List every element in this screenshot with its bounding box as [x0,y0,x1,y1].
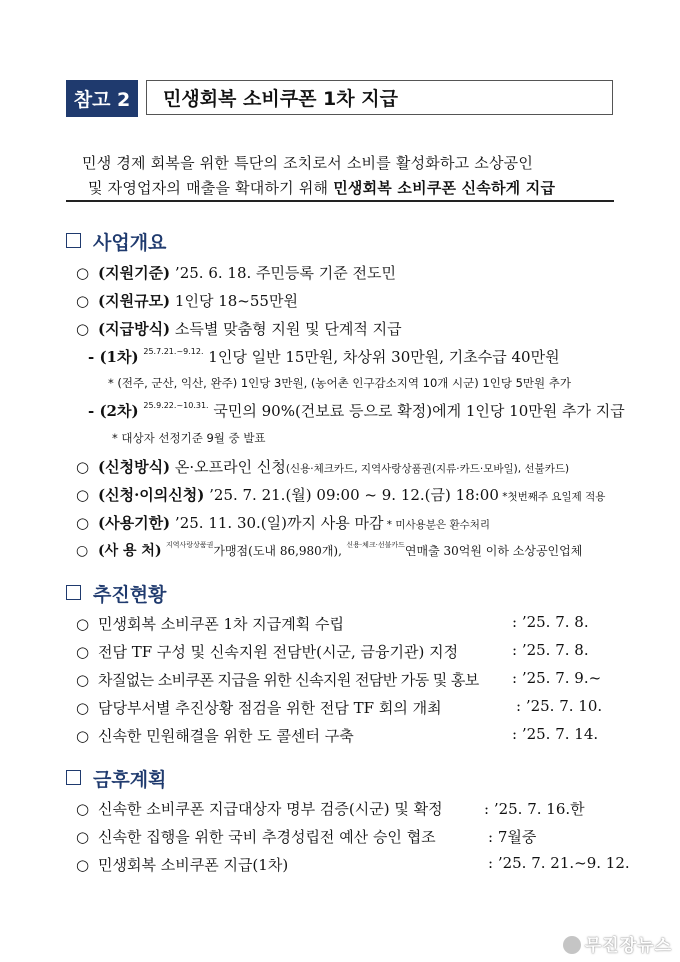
item-small-text: *첫번째주 요일제 적용 [498,491,606,503]
progress-item [76,669,479,690]
circle-bullet-icon: ○ [76,320,90,338]
sub-text: 1인당 일반 15만원, 차상위 30만원, 기초수급 40만원 [208,348,560,366]
sub-date: 25.9.22.~10.31. [143,401,209,410]
circle-bullet-icon: ○ [76,514,90,532]
overview-item-scale [76,290,298,311]
item-label: (지급방식) [98,320,171,338]
plan-item-date: : 7월중 [488,828,537,846]
intro-line-2-bold: 민생회복 소비쿠폰 신속하게 지급 [333,179,556,197]
place-text-1: 가맹점(도내 86,980개), [213,544,342,558]
item-text: 온·오프라인 신청 [170,458,286,476]
circle-bullet-icon: ○ [76,264,90,282]
item-text: 민생회복 소비쿠폰 지급(1차) [98,856,289,874]
intro-divider [66,200,614,202]
reference-tag: 참고 2 [66,80,138,117]
circle-bullet-icon: ○ [76,699,90,717]
progress-item [76,641,458,662]
overview-item-criteria [76,262,396,283]
overview-item-usage [76,512,490,533]
item-label: (신청·이의신청) [98,486,205,504]
circle-bullet-icon: ○ [76,486,90,504]
section-plan-title: 금후계획 [93,769,167,791]
place-text-2: 연매출 30억원 이하 소상공인업체 [404,544,583,558]
circle-bullet-icon: ○ [76,543,89,559]
circle-bullet-icon: ○ [76,727,90,745]
item-text: 담당부서별 추진상황 점검을 위한 전담 TF 회의 개최 [98,699,442,717]
section-overview-title: 사업개요 [93,232,167,254]
item-small-text: * 미사용분은 환수처리 [383,519,491,531]
item-text: 전담 TF 구성 및 신속지원 전담반(시군, 금융기관) 지정 [98,643,459,661]
item-text: 민생회복 소비쿠폰 1차 지급계획 수립 [98,615,344,633]
progress-item [76,697,442,718]
item-text: ’25. 11. 30.(일)까지 사용 마감 [170,514,384,532]
item-text: 신속한 소비쿠폰 지급대상자 명부 검증(시군) 및 확정 [98,800,443,818]
place-sup-1: 지역사랑상품권 [166,541,214,549]
overview-item-method [76,318,402,339]
overview-item-apply [76,456,569,477]
sub-date: 25.7.21.~9.12. [143,347,204,356]
intro-line-1: 민생 경제 회복을 위한 특단의 조치로서 소비를 활성화하고 소상공인 [82,154,534,172]
item-text: 차질없는 소비쿠폰 지급을 위한 신속지원 전담반 가동 및 홍보 [98,671,479,689]
section-overview-heading [66,228,166,255]
circle-bullet-icon: ○ [76,828,90,846]
progress-item-date: : ’25. 7. 14. [512,725,599,743]
page-title: 민생회복 소비쿠폰 1차 지급 [146,80,613,115]
item-label: (사 용 처) [98,543,162,559]
circle-bullet-icon: ○ [76,615,90,633]
plan-item [76,798,443,819]
overview-item-period [76,484,605,505]
progress-item-date: : ’25. 7. 8. [512,613,589,631]
progress-item-date: : ’25. 7. 9.~ [512,669,602,687]
item-label: (사용기한) [98,514,171,532]
item-text: 신속한 집행을 위한 국비 추경성립전 예산 승인 협조 [98,828,436,846]
item-small-text: (신용·체크카드, 지역사랑상품권(지류·카드·모바일), 선불카드) [285,463,570,475]
watermark-logo-icon [563,936,581,954]
circle-bullet-icon: ○ [76,292,90,310]
sub-prefix: - (2차) [88,402,139,420]
item-text: 신속한 민원해결을 위한 도 콜센터 구축 [98,727,354,745]
watermark [563,931,672,956]
section-plan-heading [66,765,166,792]
circle-bullet-icon: ○ [76,643,90,661]
overview-sub-first [88,346,560,367]
item-text: 소득별 맞춤형 지원 및 단계적 지급 [170,320,402,338]
progress-item [76,613,344,634]
intro-line-2 [88,177,555,198]
square-bullet-icon [66,233,81,248]
progress-item-date: : ’25. 7. 10. [516,697,603,715]
overview-sub-first-note: * (전주, 군산, 익산, 완주) 1인당 3만원, (농어촌 인구감소지역 10개 시군) 1인당 5만원 추가 [108,376,572,390]
item-text: 1인당 18~55만원 [170,292,298,310]
circle-bullet-icon: ○ [76,671,89,689]
item-label: (지원규모) [98,292,171,310]
square-bullet-icon [66,770,81,785]
overview-sub-second [88,400,625,421]
overview-item-place [76,540,582,560]
plan-item [76,854,288,875]
item-text: ’25. 7. 21.(월) 09:00 ~ 9. 12.(금) 18:00 [204,486,499,504]
sub-text: 국민의 90%(건보료 등으로 확정)에게 1인당 10만원 추가 지급 [213,402,625,420]
section-progress-heading [66,580,166,607]
item-label: (지원기준) [98,264,171,282]
watermark-text: 무진장뉴스 [584,936,672,956]
plan-item-date: : ’25. 7. 21.~9. 12. [488,854,630,872]
section-progress-title: 추진현황 [93,584,167,606]
progress-item-date: : ’25. 7. 8. [512,641,589,659]
square-bullet-icon [66,585,81,600]
circle-bullet-icon: ○ [76,800,90,818]
item-label: (신청방식) [98,458,171,476]
circle-bullet-icon: ○ [76,458,90,476]
item-text: ’25. 6. 18. 주민등록 기준 전도민 [170,264,396,282]
plan-item [76,826,436,847]
plan-item-date: : ’25. 7. 16.한 [484,800,585,818]
progress-item [76,725,354,746]
sub-prefix: - (1차) [88,348,139,366]
circle-bullet-icon: ○ [76,856,90,874]
intro-line-2-normal: 및 자영업자의 매출을 확대하기 위해 [88,179,334,197]
place-sup-2: 신용·체크·선불카드 [346,541,405,549]
overview-sub-second-note: * 대상자 선정기준 9월 중 발표 [112,431,266,445]
